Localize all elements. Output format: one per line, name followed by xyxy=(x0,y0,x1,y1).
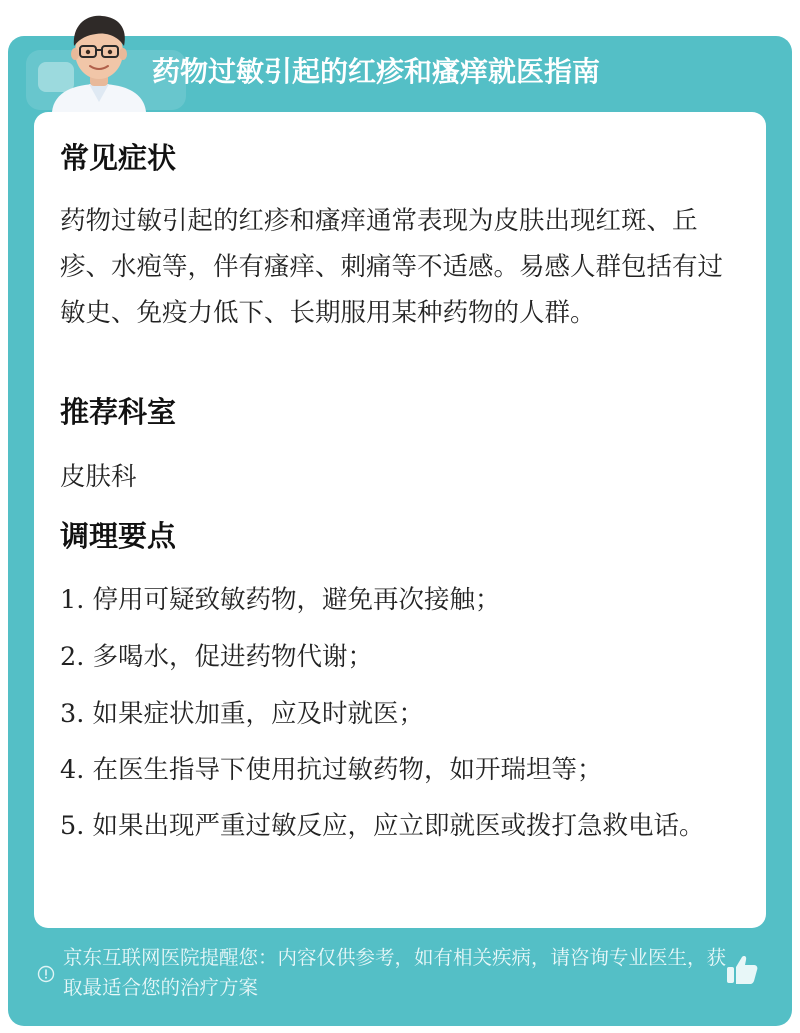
care-item xyxy=(60,691,735,737)
care-item-text: 在医生指导下使用抗过敏药物，如开瑞坦等； xyxy=(92,755,603,785)
doctor-avatar xyxy=(44,8,154,112)
symptoms-text: 药物过敏引起的红疹和瘙痒通常表现为皮肤出现红斑、丘疹、水疱等，伴有瘙痒、刺痛等不适感。易感人群包括有过敏史、免疫力低下、长期服用某种药物的人群。 xyxy=(60,206,724,328)
care-item-text: 停用可疑致敏药物，避免再次接触； xyxy=(92,585,501,615)
department-heading: 推荐科室 xyxy=(60,395,177,429)
care-item-number: 4. xyxy=(60,755,85,785)
care-item xyxy=(60,803,735,849)
care-item-number: 1. xyxy=(60,585,85,615)
content-card xyxy=(34,112,766,928)
thumbs-up-icon[interactable] xyxy=(724,952,760,988)
symptoms-heading: 常见症状 xyxy=(60,141,177,175)
info-icon xyxy=(37,965,55,983)
care-heading: 调理要点 xyxy=(60,519,177,553)
department-text: 皮肤科 xyxy=(60,462,137,492)
care-item xyxy=(60,634,735,680)
page-title: 药物过敏引起的红疹和瘙痒就医指南 xyxy=(152,55,601,88)
care-item xyxy=(60,577,735,623)
care-item-number: 3. xyxy=(60,699,85,729)
footer-notice: 京东互联网医院提醒您：内容仅供参考，如有相关疾病，请咨询专业医生，获取最适合您的治疗方案 xyxy=(63,946,727,999)
care-item-text: 多喝水，促进药物代谢； xyxy=(92,642,373,672)
care-item-text: 如果症状加重，应及时就医； xyxy=(92,699,424,729)
care-item-number: 5. xyxy=(60,811,85,841)
care-item-text: 如果出现严重过敏反应，应立即就医或拨打急救电话。 xyxy=(92,811,705,841)
care-item-number: 2. xyxy=(60,642,85,672)
care-item xyxy=(60,747,735,793)
